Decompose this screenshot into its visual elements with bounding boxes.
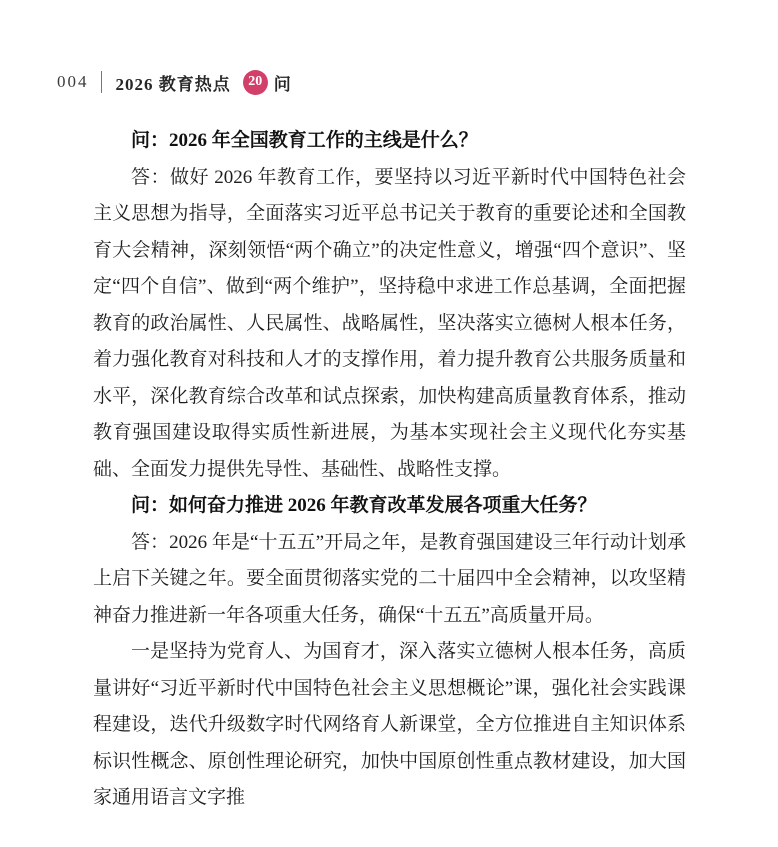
question-2: 问：如何奋力推进 2026 年教育改革发展各项重大任务？ <box>131 495 597 516</box>
book-title-text: 2026 教育热点 <box>115 74 231 94</box>
page-number: 004 <box>57 72 89 91</box>
page-header <box>57 68 292 96</box>
answer-2-paragraph-1: 答：2026 年是“十五五”开局之年，是教育强国建设三年行动计划承上启下关键之年。要全面贯彻落实党的二十届四中全会精神，以攻坚精神奋力推进新一年各项重大任务，确保“十五五”高质量开局。 <box>93 531 686 626</box>
question-1: 问：2026 年全国教育工作的主线是什么？ <box>131 130 478 151</box>
page-content <box>93 123 686 817</box>
answer-2-paragraph-2: 一是坚持为党育人、为国育才，深入落实立德树人根本任务，高质量讲好“习近平新时代中国特色社会主义思想概论”课，强化社会实践课程建设，迭代升级数字时代网络育人新课堂，全方位推进自主知识体系标识性概念、原创性理论研究，加快中国原创性重点教材建设，加大国家通用语言文字推 <box>93 641 686 808</box>
book-title <box>116 70 292 95</box>
header-divider <box>101 71 102 93</box>
book-title-suffix: 问 <box>273 74 292 94</box>
answer-1: 答：做好 2026 年教育工作，要坚持以习近平新时代中国特色社会主义思想为指导，全面落实习近平总书记关于教育的重要论述和全国教育大会精神，深刻领悟“两个确立”的决定性意义，增强“四个意识”、坚定“四个自信”、做到“两个维护”，坚持稳中求进工作总基调，全面把握教育的政治属性、人民属性、战略属性，坚决落实立德树人根本任务，着力强化教育对科技和人才的支撑作用，着力提升教育公共服务质量和水平，深化教育综合改革和试点探索，加快构建高质量教育体系，推动教育强国建设取得实质性新进展，为基本实现社会主义现代化夯实基础、全面发力提供先导性、基础性、战略性支撑。 <box>93 166 686 480</box>
badge-20-circle: 20 <box>243 70 268 95</box>
